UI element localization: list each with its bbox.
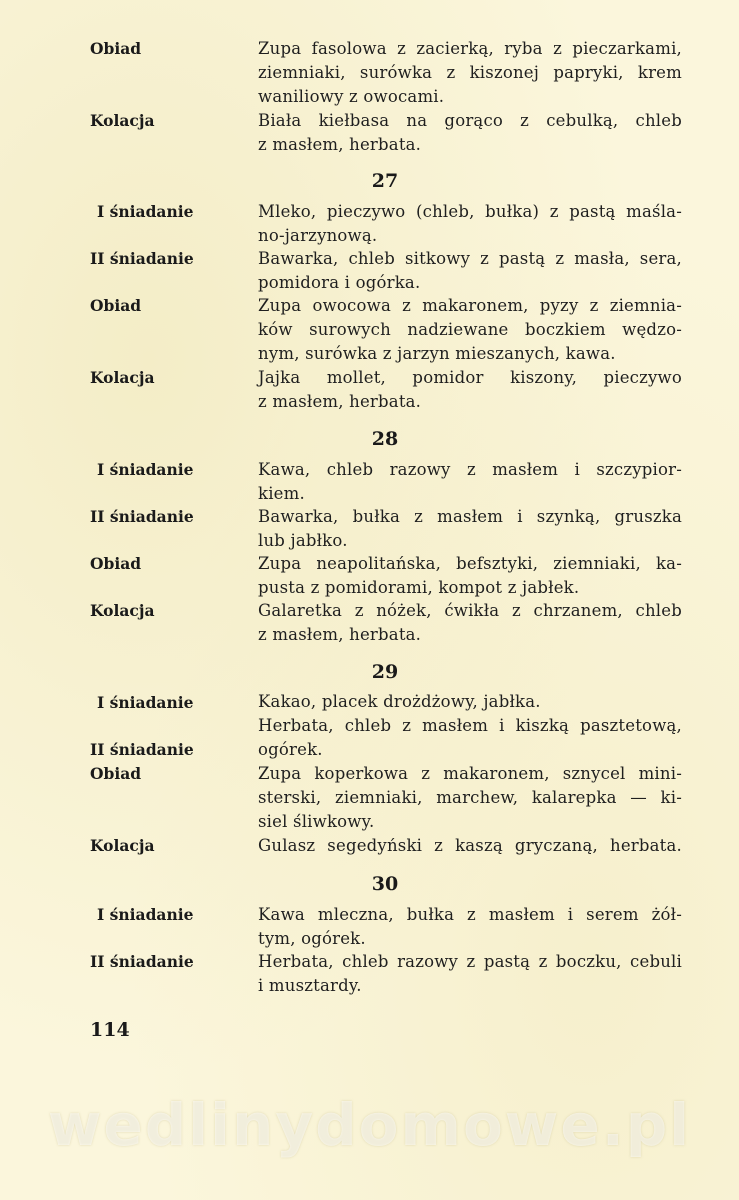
meal-label-ii-sniadanie: II śniadanie (90, 507, 194, 526)
meal-label-kolacja: Kolacja (90, 601, 155, 620)
text-line: nym, surówka z jarzyn mieszanych, kawa. (258, 344, 616, 363)
meal-label-ii-sniadanie: II śniadanie (90, 249, 194, 268)
meal-description (258, 552, 682, 600)
text-line: z masłem, herbata. (258, 392, 422, 411)
text-line: z masłem, herbata. (258, 135, 422, 154)
text-line: z masłem, herbata. (258, 625, 422, 644)
meal-label-i-sniadanie: I śniadanie (97, 202, 194, 221)
meal-label-kolacja: Kolacja (90, 368, 155, 387)
text-line: Kawa mleczna, bułka z masłem i serem żół- (258, 905, 682, 924)
meal-description (258, 950, 682, 998)
meal-description (258, 37, 682, 109)
text-line: Herbata, chleb z masłem i kiszką pasztetową, (258, 716, 682, 735)
meal-description (258, 834, 682, 858)
text-line: Kawa, chleb razowy z masłem i szczypior- (258, 460, 682, 479)
meal-label-obiad: Obiad (90, 554, 142, 573)
meal-label-kolacja: Kolacja (90, 836, 155, 855)
text-line: lub jabłko. (258, 531, 348, 550)
day-number: 27 (371, 170, 399, 192)
text-line: Zupa fasolowa z zacierką, ryba z pieczarkami, (258, 39, 682, 58)
meal-description (258, 599, 682, 647)
text-line: Mleko, pieczywo (chleb, bułka) z pastą maśla- (258, 202, 682, 221)
text-line: kiem. (258, 484, 305, 503)
meal-description (258, 200, 682, 248)
text-line: waniliowy z owocami. (258, 87, 445, 106)
text-line: Gulasz segedyński z kaszą gryczaną, herbata. (258, 836, 682, 855)
meal-label-kolacja: Kolacja (90, 111, 155, 130)
meal-description (258, 762, 682, 834)
meal-label-obiad: Obiad (90, 764, 142, 783)
watermark: wedlinydomowe.pl (47, 1091, 692, 1159)
meal-label-obiad: Obiad (90, 296, 142, 315)
meal-label-i-sniadanie: I śniadanie (97, 693, 194, 712)
text-line: siel śliwkowy. (258, 812, 375, 831)
meal-description (258, 458, 682, 506)
meal-label-i-sniadanie: I śniadanie (97, 460, 194, 479)
meal-label-obiad: Obiad (90, 39, 142, 58)
text-line: Zupa owocowa z makaronem, pyzy z ziemnia- (258, 296, 682, 315)
meal-description (258, 366, 682, 414)
meal-description (258, 903, 682, 951)
text-line: Herbata, chleb razowy z pastą z boczku, cebuli (258, 952, 682, 971)
page-number: 114 (90, 1019, 130, 1041)
meal-description (258, 714, 682, 762)
meal-description (258, 294, 682, 366)
text-line: Kakao, placek drożdżowy, jabłka. (258, 692, 541, 711)
text-line: sterski, ziemniaki, marchew, kalarepka — ki- (258, 788, 682, 807)
text-line: pusta z pomidorami, kompot z jabłek. (258, 578, 580, 597)
text-line: Biała kiełbasa na gorąco z cebulką, chleb (258, 111, 682, 130)
text-line: Bawarka, chleb sitkowy z pastą z masła, sera, (258, 249, 682, 268)
text-line: no-jarzynową. (258, 226, 378, 245)
text-line: Jajka mollet, pomidor kiszony, pieczywo (258, 368, 682, 387)
text-line: ziemniaki, surówka z kiszonej papryki, krem (258, 63, 682, 82)
text-line: i musztardy. (258, 976, 362, 995)
meal-label-ii-sniadanie: II śniadanie (90, 740, 194, 759)
text-line: Zupa neapolitańska, befsztyki, ziemniaki, ka- (258, 554, 682, 573)
text-line: Galaretka z nóżek, ćwikła z chrzanem, chleb (258, 601, 682, 620)
text-line: ogórek. (258, 740, 323, 759)
meal-label-ii-sniadanie: II śniadanie (90, 952, 194, 971)
text-line: ków surowych nadziewane boczkiem wędzo- (258, 320, 682, 339)
day-number: 28 (371, 428, 399, 450)
meal-description (258, 505, 682, 553)
meal-description (258, 247, 682, 295)
meal-description (258, 690, 682, 714)
meal-label-i-sniadanie: I śniadanie (97, 905, 194, 924)
text-line: tym, ogórek. (258, 929, 366, 948)
text-line: pomidora i ogórka. (258, 273, 421, 292)
meal-description (258, 109, 682, 157)
text-line: Bawarka, bułka z masłem i szynką, gruszka (258, 507, 682, 526)
text-line: Zupa koperkowa z makaronem, sznycel mini- (258, 764, 682, 783)
day-number: 29 (371, 661, 399, 683)
day-number: 30 (371, 873, 399, 895)
